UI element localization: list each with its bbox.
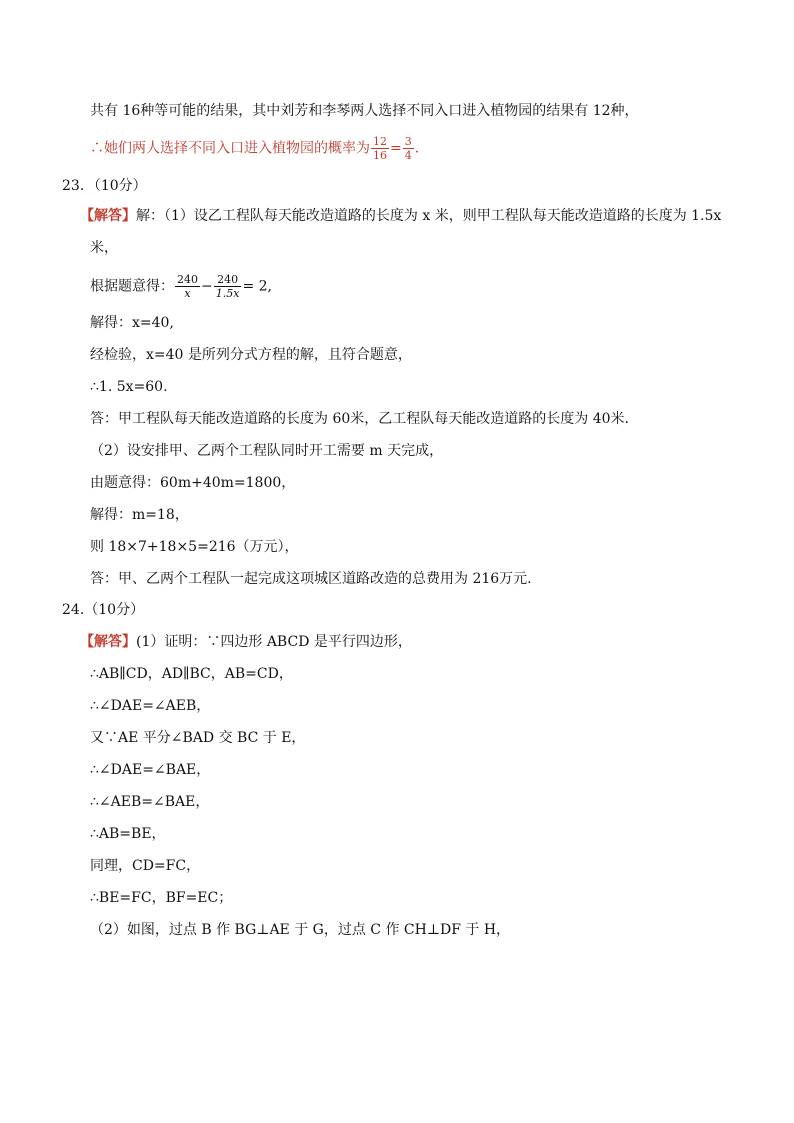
text-line: ∴AB∥CD，AD∥BC，AB=CD，	[90, 666, 293, 682]
question-number: 24.（10分）	[62, 602, 145, 618]
text-line: 答：甲工程队每天能改造道路的长度为 60米，乙工程队每天能改造道路的长度为 40米.	[90, 411, 629, 427]
answer-tag: 【解答】	[80, 208, 136, 224]
text: (1）证明：∵四边形 ABCD 是平行四边形，	[136, 634, 412, 650]
fraction	[371, 135, 389, 162]
text-line: 共有 16种等可能的结果，其中刘芳和李琴两人选择不同入口进入植物园的结果有 12种，	[90, 103, 639, 119]
numerator: 240	[177, 273, 198, 286]
denominator: 4	[404, 149, 412, 162]
text-line: ∴∠DAE=∠AEB，	[90, 698, 211, 714]
fraction	[175, 273, 200, 300]
answer-line	[80, 206, 721, 226]
minus-sign: −	[201, 278, 213, 295]
text-line: （2）设安排甲、乙两个工程队同时开工需要 m 天完成，	[90, 443, 444, 459]
text-line: ∴∠AEB=∠BAE，	[90, 794, 210, 810]
answer-tag: 【解答】	[80, 634, 136, 650]
text: = 2,	[242, 278, 272, 295]
answer-line	[80, 632, 412, 652]
text-line: ∴1. 5x=60.	[90, 379, 168, 395]
period: .	[414, 140, 420, 157]
numerator: 12	[373, 135, 387, 148]
denominator: 16	[373, 149, 387, 162]
text-line: 米，	[90, 240, 118, 256]
text-line: 又∵AE 平分∠BAD 交 BC 于 E，	[90, 730, 306, 746]
text-line: 由题意得：60m+40m=1800，	[90, 475, 296, 491]
denominator: 1.5x	[215, 287, 240, 300]
text-line: 答：甲、乙两个工程队一起完成这项城区道路改造的总费用为 216万元.	[90, 571, 532, 587]
question-number: 23．（10分）	[62, 178, 147, 194]
text-line: 则 18×7+18×5=216（万元），	[90, 539, 299, 555]
text-line: 同理，CD=FC，	[90, 858, 201, 874]
text-line: （2）如图，过点 B 作 BG⊥AE 于 G，过点 C 作 CH⊥DF 于 H，	[90, 922, 511, 938]
denominator: x	[184, 287, 191, 300]
text-line: 解得：x=40,	[90, 315, 174, 331]
text-line: ∴AB=BE，	[90, 826, 166, 842]
text-line: ∴BE=FC，BF=EC；	[90, 890, 233, 906]
numerator: 3	[404, 135, 412, 148]
text: 解：（1）设乙工程队每天能改造道路的长度为 x 米，则甲工程队每天能改造道路的长度为 1.5x	[136, 208, 722, 224]
text-line: 解得：m=18，	[90, 507, 189, 523]
text: 根据题意得：	[90, 278, 174, 295]
numerator: 240	[214, 273, 242, 287]
text-line: 经检验，x=40 是所列分式方程的解，且符合题意，	[90, 347, 412, 363]
equation-line	[90, 273, 272, 300]
text-line: ∴∠DAE=∠BAE，	[90, 762, 211, 778]
text: ∴她们两人选择不同入口进入植物园的概率为	[90, 140, 370, 157]
fraction	[403, 135, 414, 162]
fraction	[214, 273, 242, 300]
probability-line	[90, 135, 419, 162]
equals-sign: =	[390, 140, 402, 157]
